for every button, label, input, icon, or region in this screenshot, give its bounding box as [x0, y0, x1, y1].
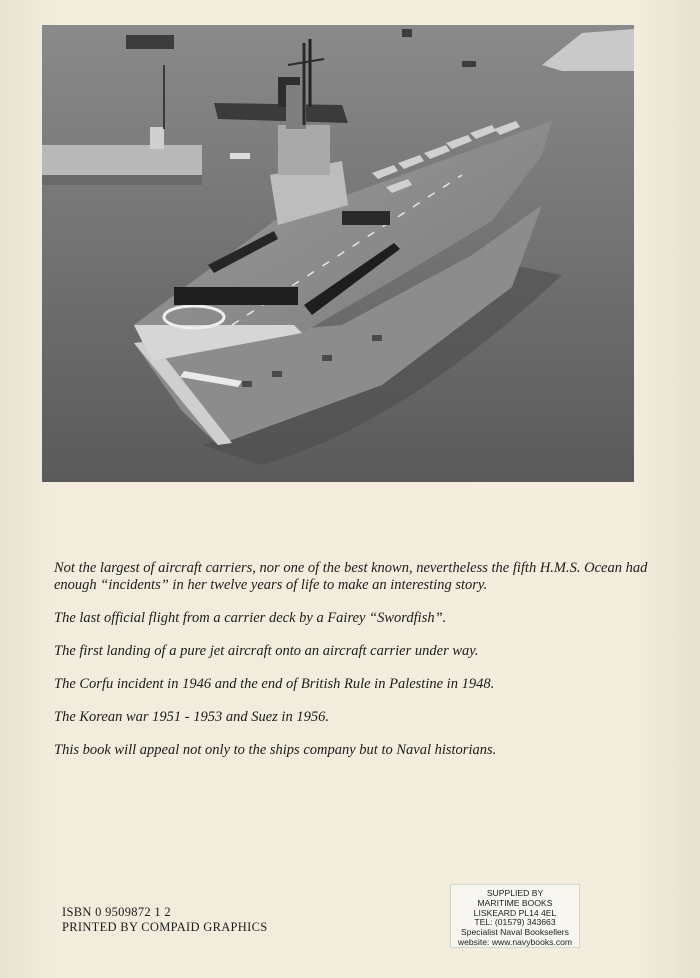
- sticker-line: SUPPLIED BY: [486, 888, 544, 898]
- blurb-paragraph: The first landing of a pure jet aircraft onto an aircraft carrier under way.: [54, 643, 479, 659]
- blurb-text: [54, 560, 654, 775]
- aircraft-carrier-photo: [42, 25, 634, 482]
- bookseller-sticker: [450, 884, 580, 948]
- sticker-line: TEL: (01579) 343663: [474, 917, 556, 928]
- sticker-line: website: www.navybooks.com: [457, 936, 573, 947]
- blurb-paragraph: The Korean war 1951 - 1953 and Suez in 1956.: [54, 709, 329, 725]
- blurb-paragraph: The Corfu incident in 1946 and the end of British Rule in Palestine in 1948.: [54, 676, 495, 692]
- blurb-paragraph: This book will appeal not only to the ships company but to Naval historians.: [54, 742, 497, 758]
- blurb-paragraph: Not the largest of aircraft carriers, nor one of the best known, nevertheless the fifth H.M.S. Ocean had enough “incidents” in her twelve years of life to make an interesting story.: [54, 560, 648, 593]
- colophon: [62, 905, 267, 935]
- printer-line: PRINTED BY COMPAID GRAPHICS: [62, 920, 268, 934]
- sticker-line: Specialist Naval Booksellers: [461, 927, 569, 938]
- blurb-paragraph: The last official flight from a carrier deck by a Fairey “Swordfish”.: [54, 610, 447, 626]
- sticker-line: MARITIME BOOKS: [477, 897, 553, 908]
- isbn-line: ISBN 0 9509872 1 2: [62, 905, 171, 919]
- sticker-line: LISKEARD PL14 4EL: [473, 907, 557, 918]
